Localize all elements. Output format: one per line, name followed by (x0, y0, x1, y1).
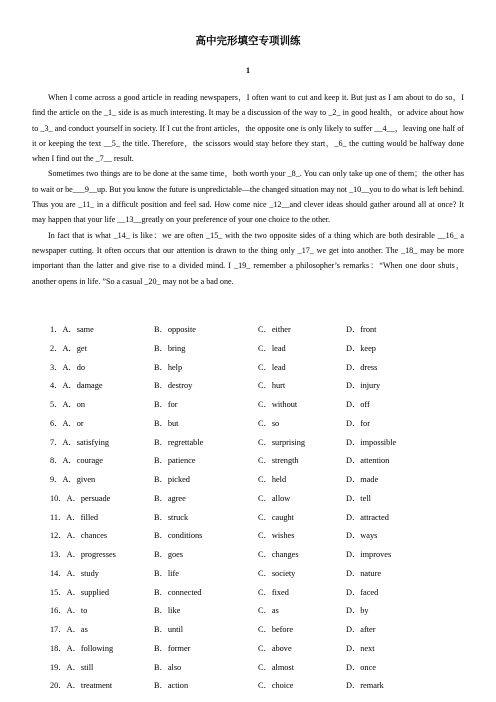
option-d: D．faced (346, 587, 379, 597)
option-b: B．patience (154, 456, 196, 466)
option-d: D．injury (346, 381, 381, 391)
question-row (50, 415, 470, 434)
option-d: D．ways (346, 531, 378, 541)
option-a: 15．A．supplied (50, 587, 109, 597)
option-a: 9．A．given (50, 475, 96, 484)
option-c: C．surprising (258, 437, 306, 447)
question-row (50, 546, 470, 565)
option-b: B．regrettable (154, 437, 204, 447)
option-d: D．for (346, 418, 370, 428)
option-b: B．opposite (154, 325, 196, 334)
option-d: D．off (346, 400, 370, 409)
page-title: 高中完形填空专项训练 (195, 35, 301, 47)
option-d: D．attention (346, 456, 390, 466)
question-row (50, 527, 470, 546)
option-d: D．after (346, 625, 376, 634)
option-a: 20．A．treatment (50, 681, 113, 691)
option-d: D．nature (346, 568, 382, 578)
option-b: B．struck (154, 512, 189, 522)
option-d: D．dress (346, 362, 378, 372)
option-a: 1．A．same (50, 325, 94, 334)
option-c: C．changes (258, 550, 299, 559)
option-c: C．caught (258, 512, 294, 522)
option-c: C．lead (258, 362, 286, 372)
option-a: 4．A．damage (50, 381, 103, 391)
option-a: 3．A．do (50, 362, 86, 372)
option-c: C．society (258, 568, 296, 578)
option-c: C．above (258, 643, 292, 653)
option-b: B．bring (154, 343, 186, 353)
option-d: D．made (346, 475, 379, 484)
option-a: 8．A．courage (50, 456, 103, 466)
question-row (50, 471, 470, 490)
paragraph-1: When I come across a good article in reading newspapers，I often want to cut and keep it. But just as I am about to do so，I find the article on the _1_ side is as much interesting. It may be a discussion of the way to _2_ in good health，or advice about how to _3_ and conduct yourself in society. If I cut the front articles，the opposite one is only likely to suffer __4__，leaving one half of it or keeping the text __5_ the title. Therefore，the scissors would stay before they start，_6_ the cutting would be halfway done when I find out the _7__ result. (32, 93, 464, 164)
option-b: B．agree (154, 493, 186, 503)
question-row (50, 565, 470, 584)
question-row (50, 452, 470, 471)
option-c: C．hurt (258, 381, 286, 391)
option-a: 13．A．progresses (50, 550, 116, 559)
option-b: B．conditions (154, 531, 203, 541)
option-d: D．once (346, 662, 376, 672)
question-row (50, 621, 470, 640)
question-row (50, 377, 470, 396)
option-a: 12．A．chances (50, 531, 108, 541)
option-d: D．impossible (346, 437, 397, 447)
option-c: C．without (258, 400, 298, 409)
option-c: C．fixed (258, 587, 289, 597)
option-b: B．until (154, 625, 184, 634)
option-d: D．next (346, 643, 375, 653)
option-b: B．destroy (154, 381, 193, 391)
option-b: B．connected (154, 587, 202, 597)
option-d: D．tell (346, 493, 371, 503)
option-a: 14．A．study (50, 568, 99, 578)
option-c: C．either (258, 325, 291, 334)
option-a: 7．A．satisfying (50, 437, 109, 447)
option-b: B．action (154, 681, 189, 691)
option-b: B．for (154, 400, 178, 409)
option-a: 11．A．filled (50, 512, 99, 522)
section-number: 1 (246, 66, 250, 75)
paragraph-3: In fact that is what _14_ is like：we are often _15_ with the two opposite sides of a thing which are both desirable __16_ a newspaper cutting. It often occurs that our attention is drawn to the thing only _17_ we get into another. The _18_ may be more important than the latter and give rise to a divided mind. I _19_ remember a philosopher’s remarks：“When one door shuts，another opens in life. ”So a casual _20_ may not be a bad one. (32, 230, 464, 286)
option-d: D．by (346, 606, 369, 616)
options-list (50, 321, 470, 696)
option-b: B．former (154, 643, 191, 653)
option-a: 2．A．get (50, 343, 87, 353)
option-c: C．lead (258, 343, 286, 353)
option-a: 10．A．persuade (50, 493, 111, 503)
option-c: C．before (258, 625, 294, 634)
option-b: B．help (154, 362, 183, 372)
option-a: 6．A．or (50, 418, 84, 428)
option-c: C．so (258, 418, 280, 428)
question-row (50, 640, 470, 659)
option-c: C．as (258, 606, 279, 616)
option-b: B．life (154, 568, 179, 578)
paragraph-2: Sometimes two things are to be done at the same time，both worth your _8_. You can only take up one of them；the other has to wait or be___9__up. But you know the future is unpredictable—the changed situation may not _10__you to do what is left behind. Thus you are _11_ in a difficult position and feel sad. How come nice _12__and clever ideas should gather around all at once? It may happen that your life __13__greatly on your preference of your one choice to the other. (32, 169, 464, 225)
question-row (50, 677, 470, 696)
question-row (50, 340, 470, 359)
question-row (50, 434, 470, 453)
option-b: B．like (154, 606, 181, 616)
option-d: D．front (346, 325, 377, 334)
question-row (50, 659, 470, 678)
question-row (50, 490, 470, 509)
option-d: D．keep (346, 343, 376, 353)
option-c: C．choice (258, 681, 294, 691)
option-c: C．strength (258, 456, 299, 466)
option-a: 19．A．still (50, 662, 94, 672)
option-a: 18．A．following (50, 643, 114, 653)
option-b: B．goes (154, 550, 184, 559)
option-c: C．allow (258, 493, 291, 503)
question-row (50, 396, 470, 415)
question-row (50, 321, 470, 340)
option-b: B．but (154, 418, 179, 428)
option-b: B．picked (154, 475, 190, 484)
passage (32, 90, 464, 289)
option-a: 17．A．as (50, 625, 88, 634)
option-a: 16．A．to (50, 606, 88, 616)
question-row (50, 584, 470, 603)
option-d: D．improves (346, 550, 392, 559)
option-d: D．remark (346, 681, 384, 691)
option-a: 5．A．on (50, 400, 86, 409)
option-d: D．attracted (346, 512, 389, 522)
option-c: C．held (258, 475, 287, 484)
question-row (50, 359, 470, 378)
option-c: C．wishes (258, 531, 295, 541)
option-b: B．also (154, 662, 182, 672)
question-row (50, 602, 470, 621)
question-row (50, 509, 470, 528)
option-c: C．almost (258, 662, 294, 672)
